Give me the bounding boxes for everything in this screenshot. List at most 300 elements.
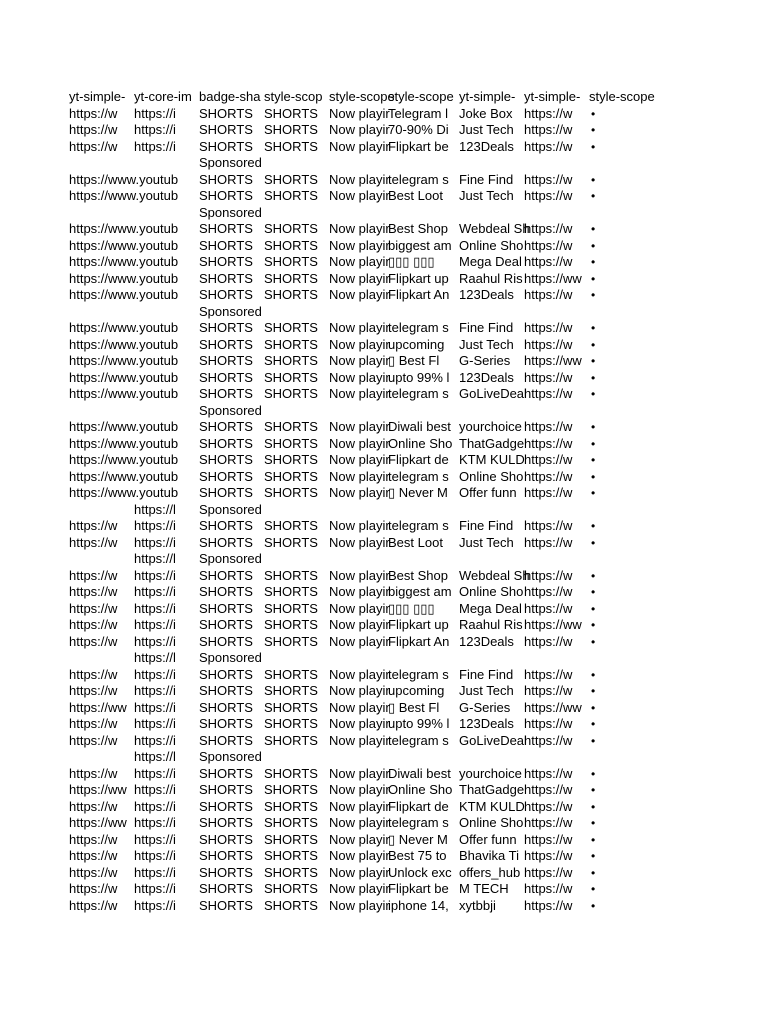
- table-cell[interactable]: https://www.youtub: [69, 369, 179, 385]
- table-cell[interactable]: https://w: [524, 369, 573, 385]
- table-cell[interactable]: telegram s: [388, 732, 449, 748]
- bullet-cell[interactable]: •: [591, 420, 596, 434]
- table-cell[interactable]: SHORTS: [199, 732, 253, 748]
- table-cell[interactable]: SHORTS: [264, 567, 318, 583]
- table-cell[interactable]: https://i: [134, 699, 176, 715]
- table-cell[interactable]: SHORTS: [199, 122, 253, 137]
- table-cell[interactable]: Online Sho: [388, 782, 453, 797]
- table-cell[interactable]: SHORTS: [199, 831, 253, 847]
- table-cell[interactable]: https://www.youtub: [69, 287, 179, 302]
- table-cell[interactable]: https://w: [524, 518, 573, 533]
- table-cell[interactable]: https://w: [524, 221, 573, 236]
- bullet-cell[interactable]: •: [591, 585, 596, 599]
- table-cell[interactable]: ▯ Best Fl: [388, 699, 440, 715]
- table-cell[interactable]: SHORTS: [264, 848, 318, 863]
- table-cell[interactable]: Now playir: [329, 419, 390, 434]
- table-cell[interactable]: Sponsored: [199, 402, 262, 418]
- bullet-cell[interactable]: •: [591, 106, 596, 121]
- table-cell[interactable]: https://i: [134, 716, 176, 731]
- table-cell[interactable]: https://w: [524, 534, 573, 550]
- table-cell[interactable]: SHORTS: [199, 452, 253, 467]
- table-cell[interactable]: SHORTS: [264, 435, 318, 451]
- table-cell[interactable]: Now playir: [329, 666, 390, 682]
- table-cell[interactable]: SHORTS: [199, 864, 253, 880]
- table-cell[interactable]: https://i: [134, 864, 176, 880]
- table-cell[interactable]: Just Tech: [459, 534, 514, 550]
- table-cell[interactable]: SHORTS: [199, 188, 253, 203]
- table-cell[interactable]: SHORTS: [199, 237, 253, 253]
- table-cell[interactable]: upto 99% l: [388, 369, 450, 385]
- table-cell[interactable]: Now playir: [329, 105, 390, 121]
- table-cell[interactable]: Now playir: [329, 699, 390, 715]
- table-cell[interactable]: https://w: [524, 683, 573, 698]
- header-cell[interactable]: yt-simple-: [459, 89, 516, 104]
- table-cell[interactable]: https://w: [69, 600, 118, 616]
- table-cell[interactable]: https://w: [69, 567, 118, 583]
- table-cell[interactable]: https://ww: [524, 270, 582, 286]
- bullet-cell[interactable]: •: [591, 337, 596, 352]
- table-cell[interactable]: Online Sho: [388, 435, 453, 451]
- bullet-cell[interactable]: •: [591, 123, 596, 137]
- table-cell[interactable]: https://w: [524, 831, 573, 847]
- table-cell[interactable]: https://ww: [69, 782, 127, 797]
- table-cell[interactable]: SHORTS: [199, 221, 253, 236]
- table-cell[interactable]: Telegram l: [388, 105, 448, 121]
- table-cell[interactable]: Now playir: [329, 320, 390, 335]
- table-cell[interactable]: Now playir: [329, 287, 390, 302]
- table-cell[interactable]: https://w: [524, 468, 573, 484]
- table-cell[interactable]: SHORTS: [199, 633, 253, 649]
- table-cell[interactable]: https://www.youtub: [69, 452, 179, 467]
- table-cell[interactable]: upcoming: [388, 336, 445, 352]
- table-cell[interactable]: SHORTS: [199, 369, 253, 385]
- table-cell[interactable]: SHORTS: [199, 468, 253, 484]
- table-cell[interactable]: Online Sho: [459, 584, 524, 599]
- table-cell[interactable]: SHORTS: [199, 320, 253, 335]
- table-cell[interactable]: https://i: [134, 815, 176, 830]
- bullet-cell[interactable]: •: [591, 387, 596, 401]
- table-cell[interactable]: Raahul Ris: [459, 617, 523, 632]
- table-cell[interactable]: SHORTS: [264, 336, 318, 352]
- table-cell[interactable]: SHORTS: [199, 782, 253, 797]
- table-cell[interactable]: https://w: [524, 633, 573, 649]
- table-cell[interactable]: Now playir: [329, 369, 390, 385]
- table-cell[interactable]: Just Tech: [459, 122, 514, 137]
- table-cell[interactable]: Flipkart de: [388, 798, 449, 814]
- table-cell[interactable]: Flipkart be: [388, 881, 449, 896]
- table-cell[interactable]: SHORTS: [199, 336, 253, 352]
- table-cell[interactable]: SHORTS: [264, 881, 318, 896]
- table-cell[interactable]: https://l: [134, 749, 176, 764]
- table-cell[interactable]: ThatGadge: [459, 435, 525, 451]
- table-cell[interactable]: SHORTS: [199, 353, 253, 368]
- table-cell[interactable]: SHORTS: [264, 518, 318, 533]
- table-cell[interactable]: https://www.youtub: [69, 320, 179, 335]
- table-cell[interactable]: https://w: [524, 171, 573, 187]
- table-cell[interactable]: Fine Find: [459, 666, 514, 682]
- table-cell[interactable]: Now playir: [329, 617, 390, 632]
- table-cell[interactable]: Joke Box: [459, 105, 513, 121]
- table-cell[interactable]: telegram s: [388, 815, 449, 830]
- table-cell[interactable]: Now playir: [329, 435, 390, 451]
- table-cell[interactable]: https://w: [524, 287, 573, 302]
- table-cell[interactable]: https://w: [524, 485, 573, 500]
- header-cell[interactable]: style-scop: [264, 89, 323, 104]
- bullet-cell[interactable]: •: [591, 816, 596, 830]
- table-cell[interactable]: Now playir: [329, 716, 390, 731]
- table-cell[interactable]: https://w: [69, 518, 118, 533]
- table-cell[interactable]: https://w: [524, 386, 573, 401]
- table-cell[interactable]: SHORTS: [199, 386, 253, 401]
- table-cell[interactable]: https://w: [69, 716, 118, 731]
- table-cell[interactable]: SHORTS: [264, 320, 318, 335]
- table-cell[interactable]: SHORTS: [264, 452, 318, 467]
- table-cell[interactable]: Fine Find: [459, 171, 514, 187]
- table-cell[interactable]: SHORTS: [199, 419, 253, 434]
- table-cell[interactable]: SHORTS: [199, 666, 253, 682]
- table-cell[interactable]: SHORTS: [264, 419, 318, 434]
- table-cell[interactable]: SHORTS: [199, 105, 253, 121]
- table-cell[interactable]: ▯▯▯ ▯▯▯: [388, 254, 435, 269]
- table-cell[interactable]: Unlock exc: [388, 864, 452, 880]
- table-cell[interactable]: https://w: [524, 419, 573, 434]
- bullet-cell[interactable]: •: [591, 453, 596, 467]
- table-cell[interactable]: https://i: [134, 765, 176, 781]
- table-cell[interactable]: https://www.youtub: [69, 171, 179, 187]
- table-cell[interactable]: Now playir: [329, 254, 390, 269]
- table-cell[interactable]: SHORTS: [264, 369, 318, 385]
- table-cell[interactable]: Now playir: [329, 138, 390, 154]
- table-cell[interactable]: Now playir: [329, 765, 390, 781]
- table-cell[interactable]: SHORTS: [264, 287, 318, 302]
- table-cell[interactable]: Now playir: [329, 567, 390, 583]
- header-cell[interactable]: yt-simple-: [524, 89, 581, 104]
- bullet-cell[interactable]: •: [591, 436, 596, 451]
- table-cell[interactable]: ▯ Best Fl: [388, 353, 440, 368]
- table-cell[interactable]: SHORTS: [199, 534, 253, 550]
- table-cell[interactable]: 123Deals: [459, 138, 514, 154]
- table-cell[interactable]: https://w: [69, 122, 118, 137]
- table-cell[interactable]: SHORTS: [199, 716, 253, 731]
- table-cell[interactable]: https://ww: [524, 353, 582, 368]
- table-cell[interactable]: https://w: [69, 881, 118, 896]
- table-cell[interactable]: Sponsored: [199, 204, 262, 220]
- table-cell[interactable]: https://w: [524, 716, 573, 731]
- table-cell[interactable]: Mega Deal: [459, 600, 522, 616]
- table-cell[interactable]: https://i: [134, 567, 176, 583]
- table-cell[interactable]: https://www.youtub: [69, 270, 179, 286]
- table-cell[interactable]: SHORTS: [199, 518, 253, 533]
- table-cell[interactable]: https://w: [524, 782, 573, 797]
- table-cell[interactable]: SHORTS: [264, 831, 318, 847]
- table-cell[interactable]: iphone 14,: [388, 897, 449, 913]
- header-cell[interactable]: style-scope: [329, 89, 395, 104]
- table-cell[interactable]: Now playir: [329, 452, 390, 467]
- table-cell[interactable]: https://w: [524, 237, 573, 253]
- table-cell[interactable]: biggest am: [388, 584, 452, 599]
- table-cell[interactable]: https://www.youtub: [69, 419, 179, 434]
- table-cell[interactable]: Online Sho: [459, 237, 524, 253]
- table-cell[interactable]: Fine Find: [459, 320, 514, 335]
- table-cell[interactable]: Mega Deal: [459, 254, 522, 269]
- table-cell[interactable]: Best Shop: [388, 221, 448, 236]
- table-cell[interactable]: https://www.youtub: [69, 254, 179, 269]
- table-cell[interactable]: Now playir: [329, 270, 390, 286]
- table-cell[interactable]: https://i: [134, 897, 176, 913]
- table-cell[interactable]: Diwali best: [388, 765, 451, 781]
- bullet-cell[interactable]: •: [591, 865, 596, 880]
- bullet-cell[interactable]: •: [591, 766, 596, 781]
- bullet-cell[interactable]: •: [591, 486, 596, 500]
- table-cell[interactable]: https://w: [524, 798, 573, 814]
- table-cell[interactable]: SHORTS: [264, 485, 318, 500]
- table-cell[interactable]: Bhavika Ti: [459, 848, 519, 863]
- bullet-cell[interactable]: •: [591, 469, 596, 484]
- table-cell[interactable]: SHORTS: [264, 386, 318, 401]
- table-cell[interactable]: https://www.youtub: [69, 336, 179, 352]
- table-cell[interactable]: https://w: [524, 666, 573, 682]
- table-cell[interactable]: KTM KULD: [459, 452, 525, 467]
- table-cell[interactable]: https://w: [524, 254, 573, 269]
- table-cell[interactable]: Webdeal Sh: [459, 221, 530, 236]
- table-cell[interactable]: Diwali best: [388, 419, 451, 434]
- bullet-cell[interactable]: •: [591, 255, 596, 269]
- table-cell[interactable]: SHORTS: [264, 270, 318, 286]
- table-cell[interactable]: telegram s: [388, 171, 449, 187]
- table-cell[interactable]: Offer funn: [459, 485, 517, 500]
- table-cell[interactable]: https://www.youtub: [69, 386, 179, 401]
- table-cell[interactable]: https://www.youtub: [69, 435, 179, 451]
- table-cell[interactable]: Now playir: [329, 782, 390, 797]
- table-cell[interactable]: biggest am: [388, 237, 452, 253]
- table-cell[interactable]: SHORTS: [199, 485, 253, 500]
- header-cell[interactable]: style-scope: [388, 89, 454, 104]
- table-cell[interactable]: https://i: [134, 683, 176, 698]
- table-cell[interactable]: SHORTS: [264, 633, 318, 649]
- table-cell[interactable]: Best 75 to: [388, 848, 447, 863]
- table-cell[interactable]: Now playir: [329, 683, 390, 698]
- table-cell[interactable]: Now playir: [329, 485, 390, 500]
- table-cell[interactable]: SHORTS: [199, 897, 253, 913]
- table-cell[interactable]: SHORTS: [264, 815, 318, 830]
- table-cell[interactable]: Now playir: [329, 468, 390, 484]
- table-cell[interactable]: Now playir: [329, 633, 390, 649]
- table-cell[interactable]: SHORTS: [199, 254, 253, 269]
- table-cell[interactable]: SHORTS: [199, 584, 253, 599]
- table-cell[interactable]: xytbbji: [459, 897, 496, 913]
- bullet-cell[interactable]: •: [591, 354, 596, 368]
- table-cell[interactable]: SHORTS: [264, 122, 318, 137]
- bullet-cell[interactable]: •: [591, 288, 596, 302]
- table-cell[interactable]: https://www.youtub: [69, 485, 179, 500]
- table-cell[interactable]: https://w: [69, 534, 118, 550]
- table-cell[interactable]: https://i: [134, 881, 176, 896]
- table-cell[interactable]: Now playir: [329, 798, 390, 814]
- table-cell[interactable]: Flipkart de: [388, 452, 449, 467]
- table-cell[interactable]: https://w: [524, 815, 573, 830]
- table-cell[interactable]: https://l: [134, 501, 176, 517]
- table-cell[interactable]: SHORTS: [199, 171, 253, 187]
- bullet-cell[interactable]: •: [591, 898, 596, 913]
- table-cell[interactable]: ThatGadge: [459, 782, 525, 797]
- table-cell[interactable]: GoLiveDeal: [459, 386, 527, 401]
- table-cell[interactable]: SHORTS: [199, 138, 253, 154]
- table-cell[interactable]: SHORTS: [264, 600, 318, 616]
- table-cell[interactable]: SHORTS: [199, 617, 253, 632]
- table-cell[interactable]: Webdeal Sh: [459, 567, 530, 583]
- bullet-cell[interactable]: •: [591, 667, 596, 682]
- table-cell[interactable]: 70-90% Di: [388, 122, 449, 137]
- table-cell[interactable]: SHORTS: [264, 534, 318, 550]
- table-cell[interactable]: SHORTS: [199, 848, 253, 863]
- table-cell[interactable]: SHORTS: [264, 699, 318, 715]
- table-cell[interactable]: SHORTS: [264, 584, 318, 599]
- bullet-cell[interactable]: •: [591, 700, 596, 715]
- table-cell[interactable]: Now playir: [329, 518, 390, 533]
- header-cell[interactable]: badge-sha: [199, 89, 261, 104]
- table-cell[interactable]: ▯▯▯ ▯▯▯: [388, 600, 435, 616]
- table-cell[interactable]: Now playir: [329, 897, 390, 913]
- table-cell[interactable]: Now playir: [329, 732, 390, 748]
- table-cell[interactable]: upto 99% l: [388, 716, 450, 731]
- bullet-cell[interactable]: •: [591, 189, 596, 203]
- bullet-cell[interactable]: •: [591, 733, 596, 748]
- table-cell[interactable]: https://www.youtub: [69, 468, 179, 484]
- table-cell[interactable]: https://w: [69, 666, 118, 682]
- table-cell[interactable]: https://www.youtub: [69, 221, 179, 236]
- table-cell[interactable]: SHORTS: [264, 897, 318, 913]
- bullet-cell[interactable]: •: [591, 618, 596, 632]
- table-cell[interactable]: yourchoice: [459, 765, 522, 781]
- table-cell[interactable]: https://w: [69, 138, 118, 154]
- table-cell[interactable]: Offer funn: [459, 831, 517, 847]
- table-cell[interactable]: SHORTS: [199, 287, 253, 302]
- bullet-cell[interactable]: •: [591, 222, 596, 236]
- table-cell[interactable]: https://w: [524, 105, 573, 121]
- table-cell[interactable]: SHORTS: [264, 765, 318, 781]
- table-cell[interactable]: SHORTS: [264, 798, 318, 814]
- table-cell[interactable]: https://w: [69, 831, 118, 847]
- table-cell[interactable]: upcoming: [388, 683, 445, 698]
- table-cell[interactable]: Now playir: [329, 815, 390, 830]
- table-cell[interactable]: Flipkart An: [388, 287, 450, 302]
- table-cell[interactable]: SHORTS: [264, 666, 318, 682]
- table-cell[interactable]: Sponsored: [199, 155, 262, 170]
- bullet-cell[interactable]: •: [591, 271, 596, 286]
- table-cell[interactable]: SHORTS: [199, 798, 253, 814]
- table-cell[interactable]: SHORTS: [199, 683, 253, 698]
- table-cell[interactable]: G-Series: [459, 353, 511, 368]
- bullet-cell[interactable]: •: [591, 370, 596, 385]
- bullet-cell[interactable]: •: [591, 238, 596, 253]
- table-cell[interactable]: https://l: [134, 650, 176, 665]
- table-cell[interactable]: https://w: [524, 584, 573, 599]
- table-cell[interactable]: https://i: [134, 617, 176, 632]
- table-cell[interactable]: https://w: [69, 765, 118, 781]
- table-cell[interactable]: ▯ Never M: [388, 485, 448, 500]
- table-cell[interactable]: Flipkart up: [388, 270, 449, 286]
- bullet-cell[interactable]: •: [591, 139, 596, 154]
- table-cell[interactable]: SHORTS: [264, 732, 318, 748]
- table-cell[interactable]: Now playir: [329, 831, 390, 847]
- table-cell[interactable]: https://w: [69, 732, 118, 748]
- header-cell[interactable]: style-scope: [589, 89, 655, 104]
- table-cell[interactable]: 123Deals: [459, 633, 514, 649]
- bullet-cell[interactable]: •: [591, 321, 596, 335]
- table-cell[interactable]: Best Shop: [388, 567, 448, 583]
- table-cell[interactable]: Now playir: [329, 881, 390, 896]
- bullet-cell[interactable]: •: [591, 799, 596, 814]
- table-cell[interactable]: Now playir: [329, 237, 390, 253]
- table-cell[interactable]: telegram s: [388, 386, 449, 401]
- table-cell[interactable]: Online Sho: [459, 468, 524, 484]
- table-cell[interactable]: SHORTS: [264, 188, 318, 203]
- table-cell[interactable]: https://i: [134, 782, 176, 797]
- bullet-cell[interactable]: •: [591, 535, 596, 550]
- table-cell[interactable]: 123Deals: [459, 369, 514, 385]
- table-cell[interactable]: https://w: [524, 897, 573, 913]
- table-cell[interactable]: https://w: [524, 336, 573, 352]
- table-cell[interactable]: https://www.youtub: [69, 237, 179, 253]
- table-cell[interactable]: Now playir: [329, 534, 390, 550]
- bullet-cell[interactable]: •: [591, 684, 596, 698]
- table-cell[interactable]: https://w: [524, 765, 573, 781]
- table-cell[interactable]: SHORTS: [199, 600, 253, 616]
- table-cell[interactable]: https://w: [69, 584, 118, 599]
- table-cell[interactable]: Best Loot: [388, 534, 443, 550]
- table-cell[interactable]: https://ww: [524, 617, 582, 632]
- table-cell[interactable]: https://w: [69, 617, 118, 632]
- table-cell[interactable]: M TECH: [459, 881, 509, 896]
- table-cell[interactable]: https://w: [524, 732, 573, 748]
- table-cell[interactable]: https://i: [134, 831, 176, 847]
- bullet-cell[interactable]: •: [591, 172, 596, 187]
- table-cell[interactable]: Sponsored: [199, 749, 262, 764]
- table-cell[interactable]: Just Tech: [459, 336, 514, 352]
- table-cell[interactable]: https://w: [69, 897, 118, 913]
- table-cell[interactable]: https://i: [134, 798, 176, 814]
- table-cell[interactable]: 123Deals: [459, 716, 514, 731]
- table-cell[interactable]: https://i: [134, 105, 176, 121]
- table-cell[interactable]: SHORTS: [264, 864, 318, 880]
- table-cell[interactable]: https://w: [524, 848, 573, 863]
- table-cell[interactable]: Now playir: [329, 864, 390, 880]
- table-cell[interactable]: G-Series: [459, 699, 511, 715]
- table-cell[interactable]: https://w: [69, 633, 118, 649]
- table-cell[interactable]: https://w: [524, 452, 573, 467]
- table-cell[interactable]: SHORTS: [264, 138, 318, 154]
- table-cell[interactable]: https://w: [524, 435, 573, 451]
- table-cell[interactable]: Flipkart be: [388, 138, 449, 154]
- table-cell[interactable]: https://w: [69, 105, 118, 121]
- table-cell[interactable]: SHORTS: [264, 782, 318, 797]
- table-cell[interactable]: https://w: [524, 567, 573, 583]
- table-cell[interactable]: https://www.youtub: [69, 188, 179, 203]
- table-cell[interactable]: https://i: [134, 732, 176, 748]
- table-cell[interactable]: SHORTS: [264, 683, 318, 698]
- table-cell[interactable]: KTM KULD: [459, 798, 525, 814]
- table-cell[interactable]: https://www.youtub: [69, 353, 179, 368]
- table-cell[interactable]: https://w: [524, 122, 573, 137]
- bullet-cell[interactable]: •: [591, 783, 596, 797]
- table-cell[interactable]: SHORTS: [264, 221, 318, 236]
- table-cell[interactable]: https://i: [134, 138, 176, 154]
- table-cell[interactable]: telegram s: [388, 468, 449, 484]
- table-cell[interactable]: https://w: [524, 188, 573, 203]
- table-cell[interactable]: Sponsored: [199, 551, 262, 566]
- table-cell[interactable]: Sponsored: [199, 650, 262, 665]
- table-cell[interactable]: SHORTS: [264, 237, 318, 253]
